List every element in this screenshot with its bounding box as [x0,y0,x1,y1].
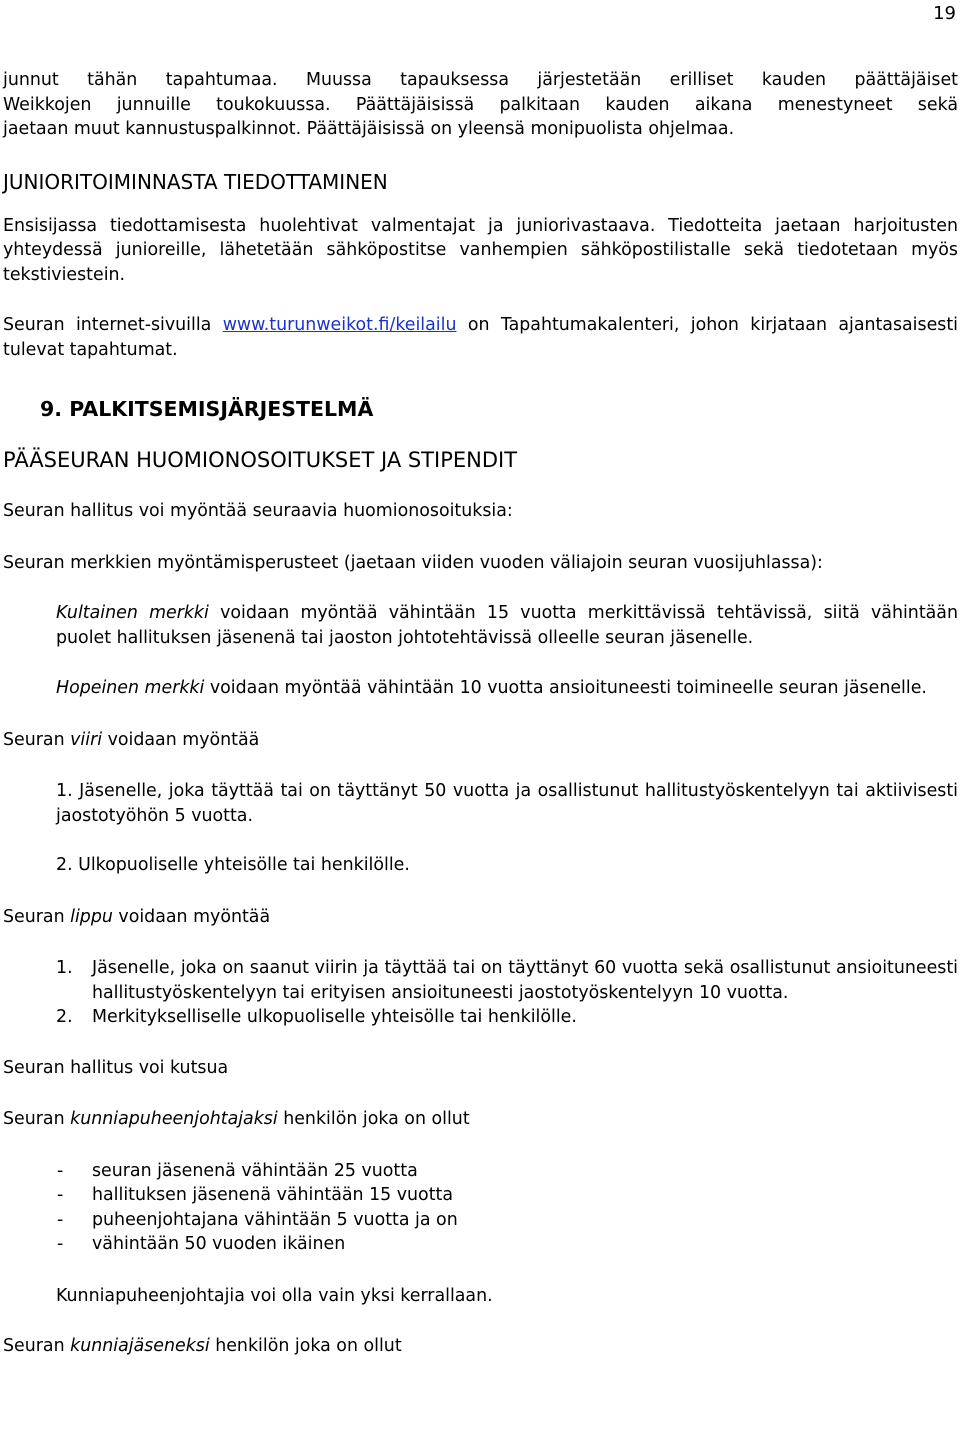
gold-badge-term: Kultainen merkki [56,603,209,623]
list-dash: - [57,1185,64,1205]
website-paragraph [3,313,958,362]
list-item-text: hallituksen jäsenenä vähintään 15 vuotta [92,1185,453,1205]
info-paragraph: Ensisijassa tiedottamisesta huolehtivat valmentajat ja juniorivastaava. Tiedotteita jaetaan harjoitusten yhteydessä junioreille, lähetetään sähköpostitse vanhempien sähköpostilistalle sekä tiedotetaan myös tekstiviestein. [3,215,958,285]
flag-intro [3,905,958,930]
badges-intro: Seuran merkkien myöntämisperusteet (jaetaan viiden vuoden väliajoin seuran vuosijuhlassa): [3,552,823,573]
list-item-text: Jäsenelle, joka täyttää tai on täyttänyt 50 vuotta ja osallistunut hallitustyöskentelyyn tai aktiivisesti jaostotyöhön 5 vuotta. [56,781,958,826]
list-number: 2. [56,1007,73,1027]
gold-badge-text: voidaan myöntää vähintään 15 vuotta merkittävissä tehtävissä, siitä vähintään puolet hallituksen jäsenenä tai jaoston johtotehtävissä olleelle seuran jäsenelle. [56,603,958,648]
list-item-text: puheenjohtajana vähintään 5 vuotta ja on [92,1209,458,1230]
info-heading: JUNIORITOIMINNASTA TIEDOTTAMINEN [3,169,388,194]
honorary-chair-post: henkilön joka on ollut [277,1109,470,1129]
website-text-before: Seuran internet-sivuilla [3,315,223,335]
list-item [3,1208,958,1233]
board-intro: Seuran hallitus voi myöntää seuraavia huomionosoituksia: [3,501,513,521]
pennant-item-2 [56,853,958,878]
silver-badge-text: voidaan myöntää vähintään 10 vuotta ansioituneesti toimineelle seuran jäsenelle. [204,678,927,698]
website-text-after: on Tapahtumakalenteri, johon kirjataan ajantasaisesti tulevat tapahtumat. [3,315,958,360]
list-item-text: vähintään 50 vuoden ikäinen [92,1234,346,1254]
list-item-text: Jäsenelle, joka on saanut viirin ja täyttää tai on täyttänyt 60 vuotta sekä osallistunut ansioituneesti hallitustyöskentelyyn tai erityisen ansioituneesti jaostotyöskentelyyn 10 vuotta. [92,958,958,1003]
honorary-member-intro [3,1334,958,1359]
list-number: 1. [56,958,73,978]
honorary-chair-term: kunniapuheenjohtajaksi [70,1109,278,1129]
page-number: 19 [933,3,956,24]
pennant-intro-pre: Seuran [3,729,71,750]
honorary-member-pre: Seuran [3,1336,71,1356]
pennant-term: viiri [70,729,103,750]
silver-badge-term: Hopeinen merkki [56,678,205,698]
flag-item-1 [3,956,958,1005]
intro-line-1: junnut tähän tapahtumaa. Muussa tapauksessa järjestetään erilliset kauden päättäjäiset [3,70,958,90]
list-item-text: Merkitykselliselle ulkopuoliselle yhteisölle tai henkilölle. [92,1007,577,1027]
list-item-text: seuran jäsenenä vähintään 25 vuotta [92,1160,418,1181]
list-item [3,1159,958,1184]
invite-intro: Seuran hallitus voi kutsua [3,1057,229,1078]
list-item [3,1232,958,1257]
document-body [3,68,958,1359]
flag-term: lippu [70,906,113,927]
flag-intro-pre: Seuran [3,906,71,927]
list-number: 1. [56,781,73,801]
pennant-item-1 [56,779,958,828]
list-dash: - [57,1209,64,1230]
list-dash: - [57,1234,64,1254]
silver-badge-paragraph [56,676,958,701]
gold-badge-paragraph [56,601,958,650]
honorary-chair-note: Kunniapuheenjohtajia voi olla vain yksi kerrallaan. [56,1285,493,1306]
intro-line-2: Weikkojen junnuille toukokuussa. Päättäjäisissä palkitaan kauden aikana menestyneet sekä [3,94,958,115]
pennant-intro [3,728,958,753]
section-heading: 9. PALKITSEMISJÄRJESTELMÄ [40,397,374,421]
list-item-text: Ulkopuoliselle yhteisölle tai henkilölle. [72,855,410,875]
website-link[interactable]: www.turunweikot.fi/keilailu [222,315,457,335]
list-dash: - [57,1160,64,1181]
honorary-chair-intro [3,1107,958,1132]
flag-item-2 [3,1005,958,1030]
honorary-chair-pre: Seuran [3,1109,71,1129]
list-item [3,1183,958,1208]
list-number: 2. [56,855,73,875]
honorary-member-term: kunniajäseneksi [70,1336,210,1356]
sub-heading: PÄÄSEURAN HUOMIONOSOITUKSET JA STIPENDIT [3,448,518,472]
pennant-intro-post: voidaan myöntää [102,729,260,750]
intro-line-3: jaetaan muut kannustuspalkinnot. Päättäjäisissä on yleensä monipuolista ohjelmaa. [3,119,735,139]
honorary-member-post: henkilön joka on ollut [209,1336,402,1356]
flag-intro-post: voidaan myöntää [112,906,271,927]
